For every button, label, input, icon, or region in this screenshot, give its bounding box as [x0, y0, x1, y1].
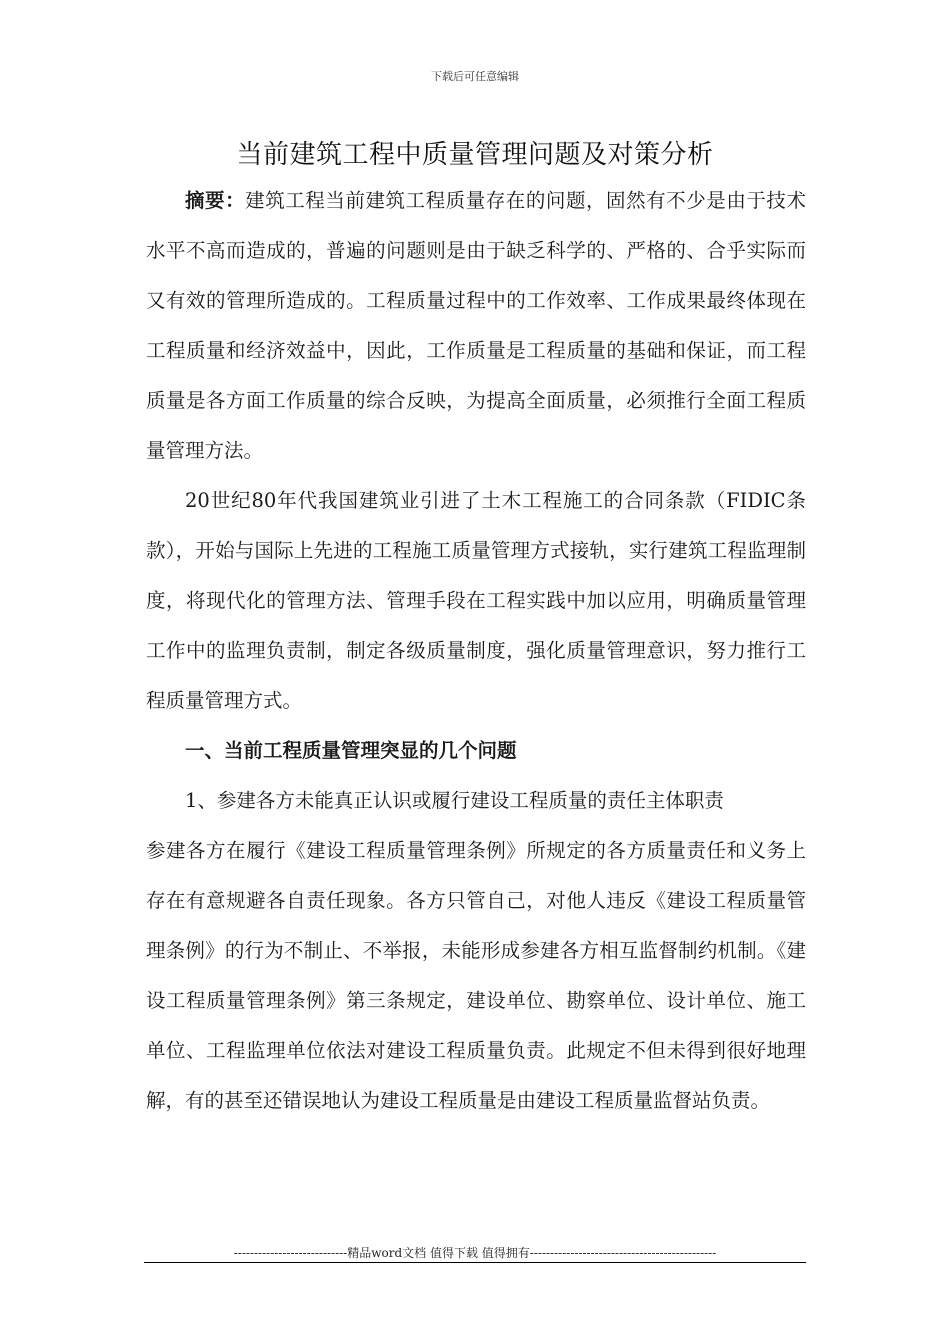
footer-divider — [144, 1262, 806, 1263]
header-note: 下载后可任意编辑 — [431, 70, 519, 83]
abstract-label: 摘要： — [185, 189, 246, 212]
footer-text: ----------------------------精品word文档 值得下载 值得拥有---------------------------------------------- — [233, 1246, 717, 1260]
intro-paragraph: 20世纪80年代我国建筑业引进了土木工程施工的合同条款（FIDIC条款），开始与国际上先进的工程施工质量管理方式接轨，实行建筑工程监理制度，将现代化的管理方法、管理手段在工程实践中加以应用，明确质量管理工作中的监理负责制，制定各级质量制度，强化质量管理意识，努力推行工程质量管理方式。 — [146, 489, 806, 712]
document-title: 当前建筑工程中质量管理问题及对策分析 — [236, 140, 714, 170]
section-heading: 一、当前工程质量管理突显的几个问题 — [185, 739, 517, 762]
abstract-paragraph — [146, 176, 806, 476]
abstract-text: 建筑工程当前建筑工程质量存在的问题，固然有不少是由于技术水平不高而造成的，普遍的问题则是由于缺乏科学的、严格的、合乎实际而又有效的管理所造成的。工程质量过程中的工作效率、工作成果最终体现在工程质量和经济效益中，因此，工作质量是工程质量的基础和保证，而工程质量是各方面工作质量的综合反映，为提高全面质量，必须推行全面工程质量管理方法。 — [146, 189, 806, 462]
subsection-heading: 1、参建各方未能真正认识或履行建设工程质量的责任主体职责 — [185, 789, 724, 812]
document-body — [146, 176, 806, 1126]
section-paragraph: 参建各方在履行《建设工程质量管理条例》所规定的各方质量责任和义务上存在有意规避各自责任现象。各方只管自己，对他人违反《建设工程质量管理条例》的行为不制止、不举报，未能形成参建各方相互监督制约机制。《建设工程质量管理条例》第三条规定，建设单位、勘察单位、设计单位、施工单位、工程监理单位依法对建设工程质量负责。此规定不但未得到很好地理解，有的甚至还错误地认为建设工程质量是由建设工程质量监督站负责。 — [146, 839, 806, 1112]
